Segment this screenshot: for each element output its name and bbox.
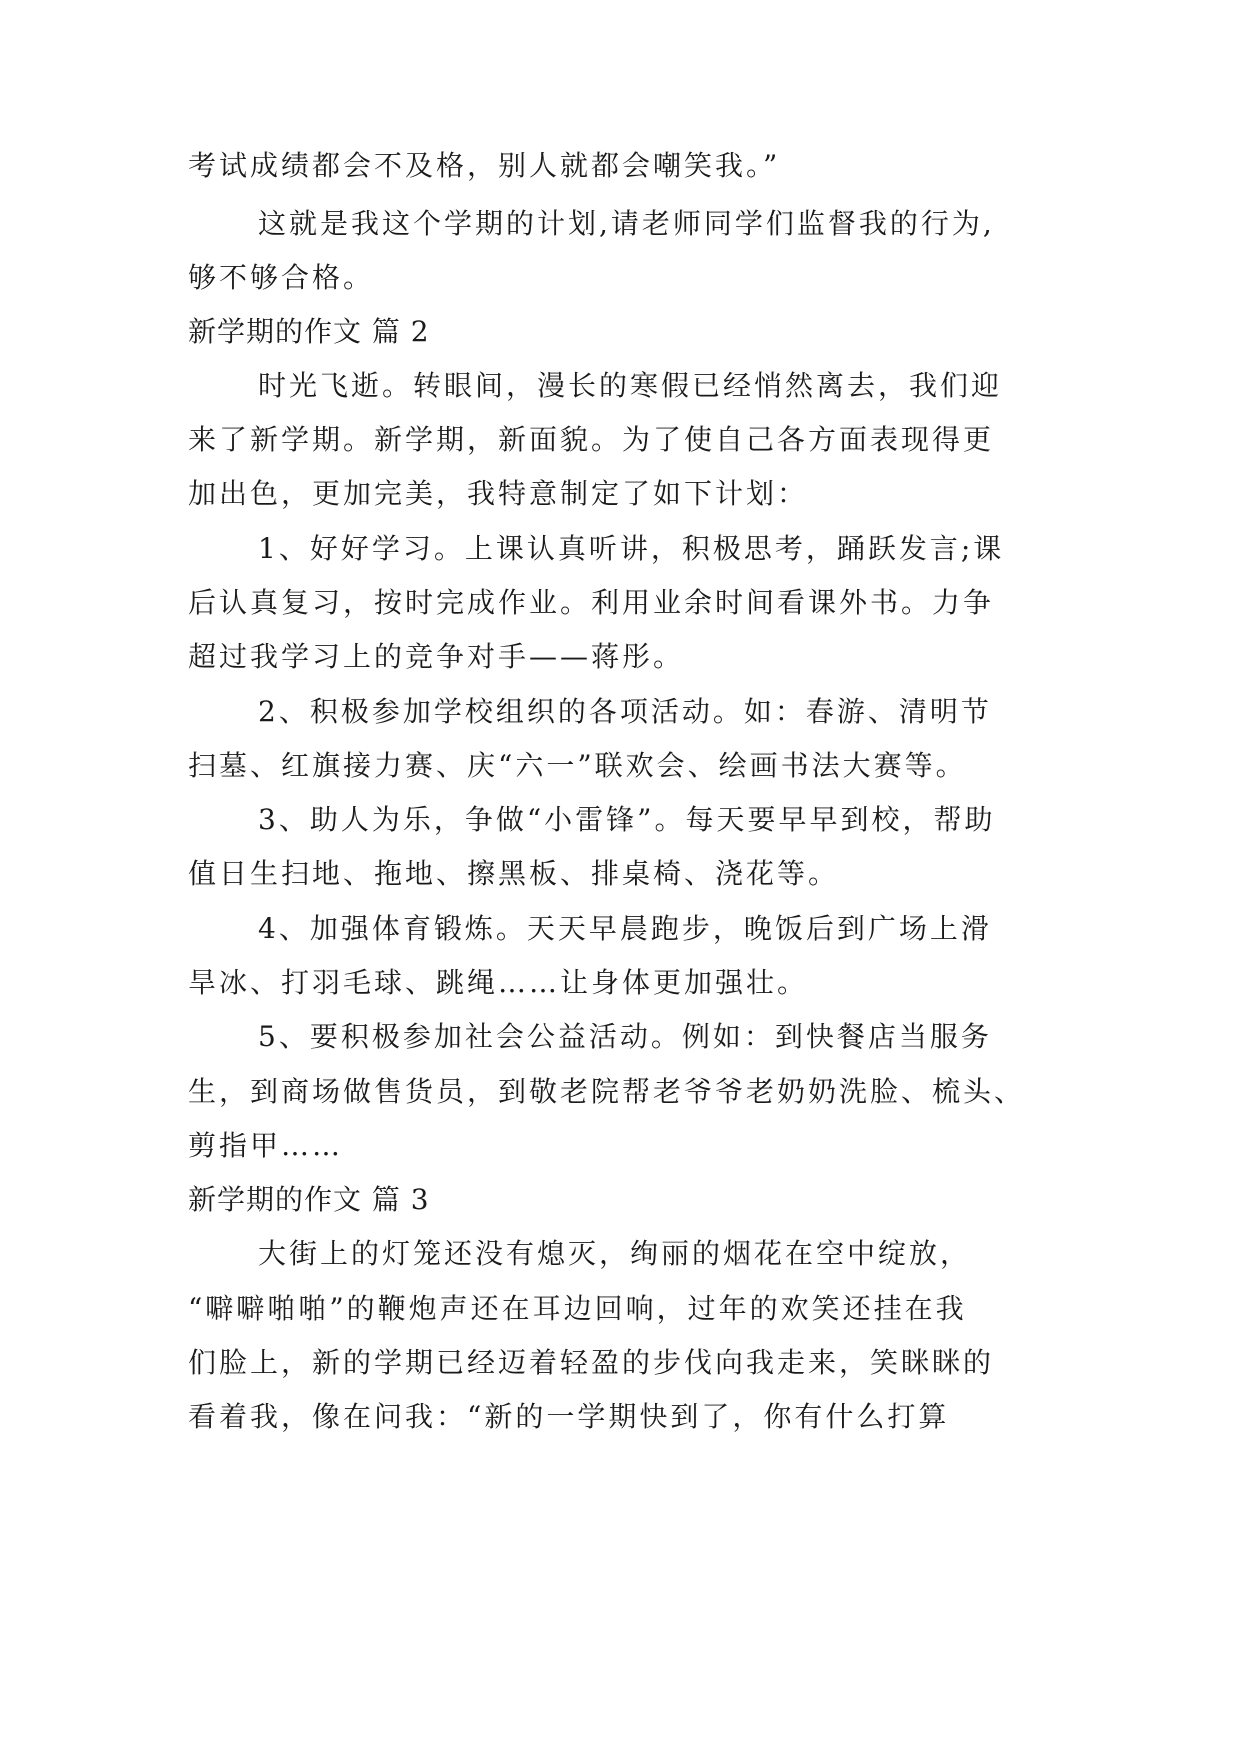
text-line: 超过我学习上的竞争对手——蒋彤。	[188, 640, 685, 673]
text-line: 来了新学期。新学期，新面貌。为了使自己各方面表现得更	[188, 423, 995, 456]
list-item-text: 5、要积极参加社会公益活动。例如：到快餐店当服务	[258, 1020, 992, 1053]
list-item-text: 2、积极参加学校组织的各项活动。如：春游、清明节	[258, 695, 992, 728]
list-item-text: 1、好好学习。上课认真听讲，积极思考，踊跃发言;课	[258, 532, 1005, 565]
text-line: 生，到商场做售货员，到敬老院帮老爷爷老奶奶洗脸、梳头、	[188, 1075, 1026, 1108]
text-line: 后认真复习，按时完成作业。利用业余时间看课外书。力争	[188, 586, 995, 619]
text-line: 大街上的灯笼还没有熄灭，绚丽的烟花在空中绽放，	[258, 1237, 972, 1270]
text-line: 考试成绩都会不及格，别人就都会嘲笑我。”	[188, 149, 781, 182]
text-line: 扫墓、红旗接力赛、庆“六一”联欢会、绘画书法大赛等。	[188, 749, 967, 782]
text-line: 够不够合格。	[188, 261, 375, 294]
text-line: 剪指甲……	[188, 1129, 344, 1162]
section-heading: 新学期的作文 篇 2	[188, 315, 430, 348]
list-item-text: 3、助人为乐，争做“小雷锋”。每天要早早到校，帮助	[258, 803, 996, 836]
section-heading: 新学期的作文 篇 3	[188, 1183, 430, 1216]
text-line: 时光飞逝。转眼间，漫长的寒假已经悄然离去，我们迎	[258, 369, 1003, 402]
text-line: 看着我，像在问我：“新的一学期快到了，你有什么打算	[188, 1400, 950, 1433]
text-line: 旱冰、打羽毛球、跳绳……让身体更加强壮。	[188, 966, 809, 999]
text-line: 这就是我这个学期的计划,请老师同学们监督我的行为,	[258, 207, 995, 240]
text-line: “噼噼啪啪”的鞭炮声还在耳边回响，过年的欢笑还挂在我	[188, 1292, 967, 1325]
text-line: 们脸上，新的学期已经迈着轻盈的步伐向我走来，笑眯眯的	[188, 1346, 995, 1379]
text-line: 加出色，更加完美，我特意制定了如下计划：	[188, 477, 809, 510]
list-item-text: 4、加强体育锻炼。天天早晨跑步，晚饭后到广场上滑	[258, 912, 992, 945]
text-line: 值日生扫地、拖地、擦黑板、排桌椅、浇花等。	[188, 857, 840, 890]
